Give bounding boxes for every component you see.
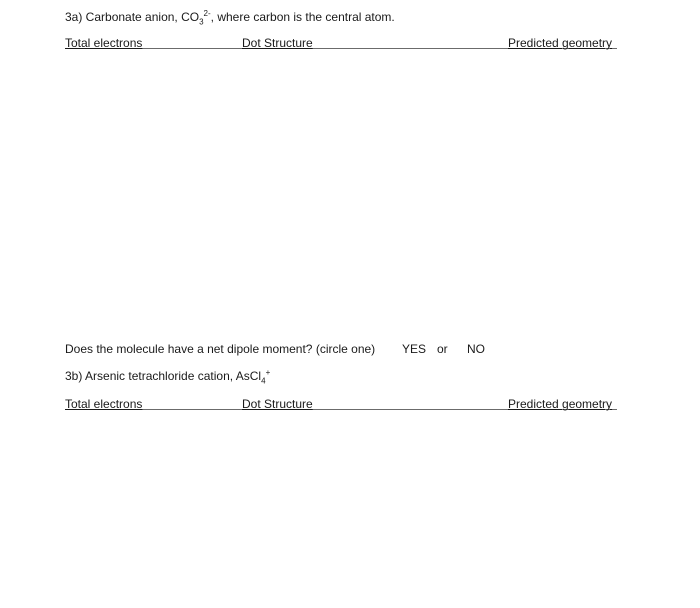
question-3a-label: 3a) Carbonate anion, CO [65,10,200,24]
question-3a-rest: , where carbon is the central atom. [210,10,395,24]
question-3a-subscript: 3 [199,17,204,27]
dot-structure-header-3a: Dot Structure [242,36,313,50]
question-3b [65,368,271,386]
predicted-geometry-header-3a: Predicted geometry [508,36,613,50]
question-3b-subscript: 4 [261,376,266,386]
total-electrons-header-3a: Total electrons [65,36,143,50]
dipole-or-text: or [437,342,448,356]
question-3a-superscript: 2- [203,9,211,18]
question-3b-superscript: + [265,368,271,377]
dipole-question: Does the molecule have a net dipole moment? (circle one) [65,342,376,356]
dipole-no-option[interactable]: NO [467,342,485,356]
question-3b-label: 3b) Arsenic tetrachloride cation, AsCl [65,369,262,383]
dipole-yes-option[interactable]: YES [402,342,427,356]
predicted-geometry-header-3b: Predicted geometry [508,397,613,411]
total-electrons-header-3b: Total electrons [65,397,143,411]
dot-structure-header-3b: Dot Structure [242,397,313,411]
question-3a [65,9,395,27]
